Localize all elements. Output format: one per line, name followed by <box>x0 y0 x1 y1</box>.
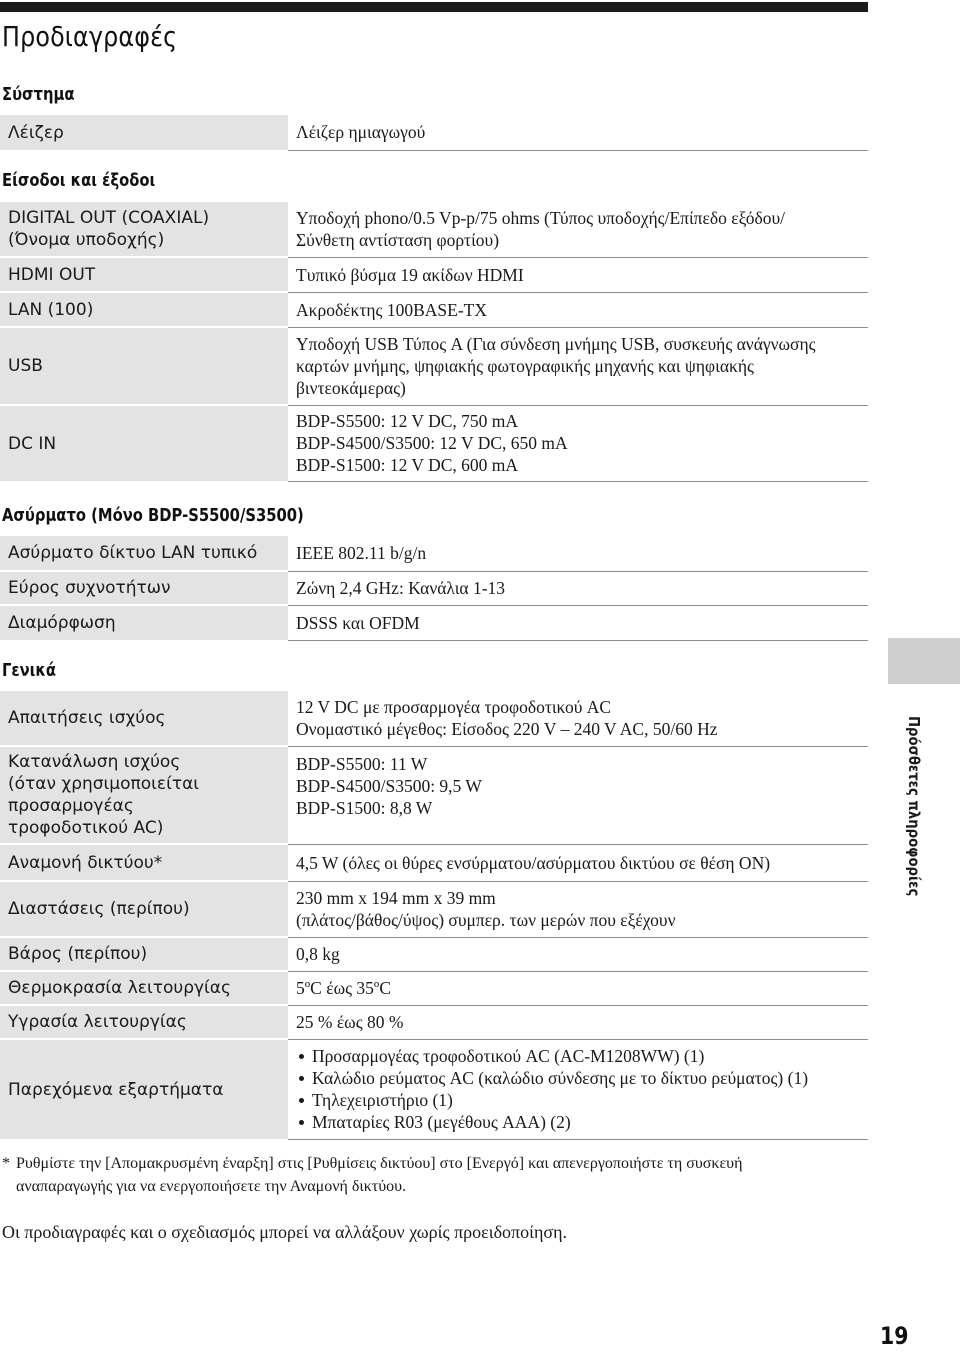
spec-label: Διαστάσεις (περίπου) <box>0 881 288 937</box>
value-line: BDP-S1500: 8,8 W <box>296 797 433 818</box>
page-title: Προδιαγραφές <box>2 20 178 53</box>
spec-value: Ακροδέκτης 100BASE-TX <box>288 292 868 327</box>
section-heading-wireless: Ασύρματο (Μόνο BDP-S5500/S3500) <box>2 505 304 526</box>
label-line: Κατανάλωση ισχύος <box>8 752 181 772</box>
list-item: Μπαταρίες R03 (μεγέθους AAA) (2) <box>296 1111 868 1133</box>
value-line: BDP-S1500: 12 V DC, 600 mA <box>296 455 519 475</box>
footnote-line: αναπαραγωγής για να ενεργοποιήσετε την Αναμονή δικτύου. <box>16 1178 407 1195</box>
table-row <box>0 405 868 481</box>
value-line: βιντεοκάμερας) <box>296 378 406 398</box>
footnote-line: Ρυθμίστε την [Απομακρυσμένη έναρξη] στις [Ρυθμίσεις δικτύου] στο [Ενεργό] και απενεργοποιήστε τη συσκευή <box>16 1155 743 1172</box>
table-row <box>0 844 868 881</box>
table-row <box>0 937 868 971</box>
section-heading-system: Σύστημα <box>2 84 75 105</box>
spec-label: LAN (100) <box>0 292 288 327</box>
value-line: (πλάτος/βάθος/ύψος) συμπερ. των μερών που εξέχουν <box>296 910 676 930</box>
label-line: DIGITAL OUT (COAXIAL) <box>8 208 210 228</box>
value-line: BDP-S4500/S3500: 12 V DC, 650 mA <box>296 433 568 453</box>
spec-value <box>288 1039 868 1139</box>
spec-label: HDMI OUT <box>0 257 288 292</box>
table-general <box>0 691 868 1140</box>
spec-label: Απαιτήσεις ισχύος <box>0 691 288 746</box>
label-line: προσαρμογέας <box>8 796 134 816</box>
table-row <box>0 746 868 844</box>
spec-value <box>288 327 868 405</box>
list-item: Τηλεχειριστήριο (1) <box>296 1089 868 1111</box>
accessories-list <box>296 1045 868 1133</box>
footnote <box>2 1152 862 1198</box>
value-line: 12 V DC με προσαρμογέα τροφοδοτικού AC <box>296 697 612 718</box>
table-row <box>0 605 868 640</box>
spec-value: DSSS και OFDM <box>288 605 868 640</box>
spec-value: Τυπικό βύσμα 19 ακίδων HDMI <box>288 257 868 292</box>
side-tab-text: Πρόσθετες πληροφορίες <box>905 716 923 897</box>
value-line: Ονομαστικό μέγεθος: Είσοδος 220 V – 240 V AC, 50/60 Hz <box>296 719 718 740</box>
table-row <box>0 571 868 605</box>
spec-label: Υγρασία λειτουργίας <box>0 1005 288 1039</box>
spec-value <box>288 881 868 937</box>
spec-label: Διαμόρφωση <box>0 605 288 640</box>
top-rule <box>0 2 868 12</box>
spec-label: Λέιζερ <box>0 115 288 150</box>
spec-value: 25 % έως 80 % <box>288 1005 868 1039</box>
table-row <box>0 971 868 1005</box>
table-row <box>0 202 868 257</box>
table-wireless <box>0 536 868 641</box>
table-row <box>0 691 868 746</box>
spec-value <box>288 691 868 746</box>
value-line: BDP-S5500: 12 V DC, 750 mA <box>296 411 519 431</box>
spec-label <box>0 202 288 257</box>
spec-label: Ασύρματο δίκτυο LAN τυπικό <box>0 536 288 571</box>
table-row <box>0 115 868 150</box>
table-io <box>0 202 868 482</box>
list-item: Προσαρμογέας τροφοδοτικού AC (AC-M1208WW) (1) <box>296 1045 868 1067</box>
spec-label: Θερμοκρασία λειτουργίας <box>0 971 288 1005</box>
spec-value: 0,8 kg <box>288 937 868 971</box>
spec-label <box>0 746 288 844</box>
table-row <box>0 292 868 327</box>
footnote-marker: * <box>2 1155 10 1172</box>
value-line: Υποδοχή USB Τύπος A (Για σύνδεση μνήμης USB, συσκευής ανάγνωσης <box>296 334 816 354</box>
spec-value <box>288 202 868 257</box>
label-line: (Όνομα υποδοχής) <box>8 230 165 250</box>
table-row <box>0 257 868 292</box>
table-row <box>0 327 868 405</box>
section-heading-io: Είσοδοι και έξοδοι <box>2 170 156 191</box>
spec-value: 5ºC έως 35ºC <box>288 971 868 1005</box>
side-tab-label <box>905 716 935 897</box>
label-line: τροφοδοτικού AC) <box>8 818 164 838</box>
value-line: Σύνθετη αντίσταση φορτίου) <box>296 230 500 251</box>
table-row <box>0 881 868 937</box>
spec-value: IEEE 802.11 b/g/n <box>288 536 868 571</box>
spec-value: 4,5 W (όλες οι θύρες ενσύρματου/ασύρματου δικτύου σε θέση ON) <box>288 844 868 881</box>
spec-value: Λέιζερ ημιαγωγού <box>288 115 868 150</box>
table-row <box>0 536 868 571</box>
table-row <box>0 1005 868 1039</box>
spec-label: Εύρος συχνοτήτων <box>0 571 288 605</box>
list-item: Καλώδιο ρεύματος AC (καλώδιο σύνδεσης με το δίκτυο ρεύματος) (1) <box>296 1067 868 1089</box>
table-system <box>0 115 868 151</box>
page-number: 19 <box>880 1322 909 1350</box>
spec-label: USB <box>0 327 288 405</box>
label-line: (όταν χρησιμοποιείται <box>8 774 200 794</box>
spec-label: DC IN <box>0 405 288 481</box>
spec-value: Ζώνη 2,4 GHz: Κανάλια 1-13 <box>288 571 868 605</box>
value-line: 230 mm x 194 mm x 39 mm <box>296 888 496 908</box>
spec-label: Βάρος (περίπου) <box>0 937 288 971</box>
table-row <box>0 1039 868 1139</box>
side-tab-marker <box>888 638 960 684</box>
spec-label: Αναμονή δικτύου* <box>0 844 288 881</box>
specs-change-notice: Οι προδιαγραφές και ο σχεδιασμός μπορεί να αλλάξουν χωρίς προειδοποίηση. <box>2 1222 568 1242</box>
value-line: BDP-S4500/S3500: 9,5 W <box>296 775 482 796</box>
section-heading-general: Γενικά <box>2 660 57 681</box>
spec-value <box>288 746 868 844</box>
value-line: Υποδοχή phono/0.5 Vp-p/75 ohms (Τύπος υποδοχής/Επίπεδο εξόδου/ <box>296 208 786 229</box>
spec-label: Παρεχόμενα εξαρτήματα <box>0 1039 288 1139</box>
spec-value <box>288 405 868 481</box>
value-line: καρτών μνήμης, ψηφιακής φωτογραφικής μηχανής και ψηφιακής <box>296 356 754 376</box>
value-line: BDP-S5500: 11 W <box>296 753 428 774</box>
